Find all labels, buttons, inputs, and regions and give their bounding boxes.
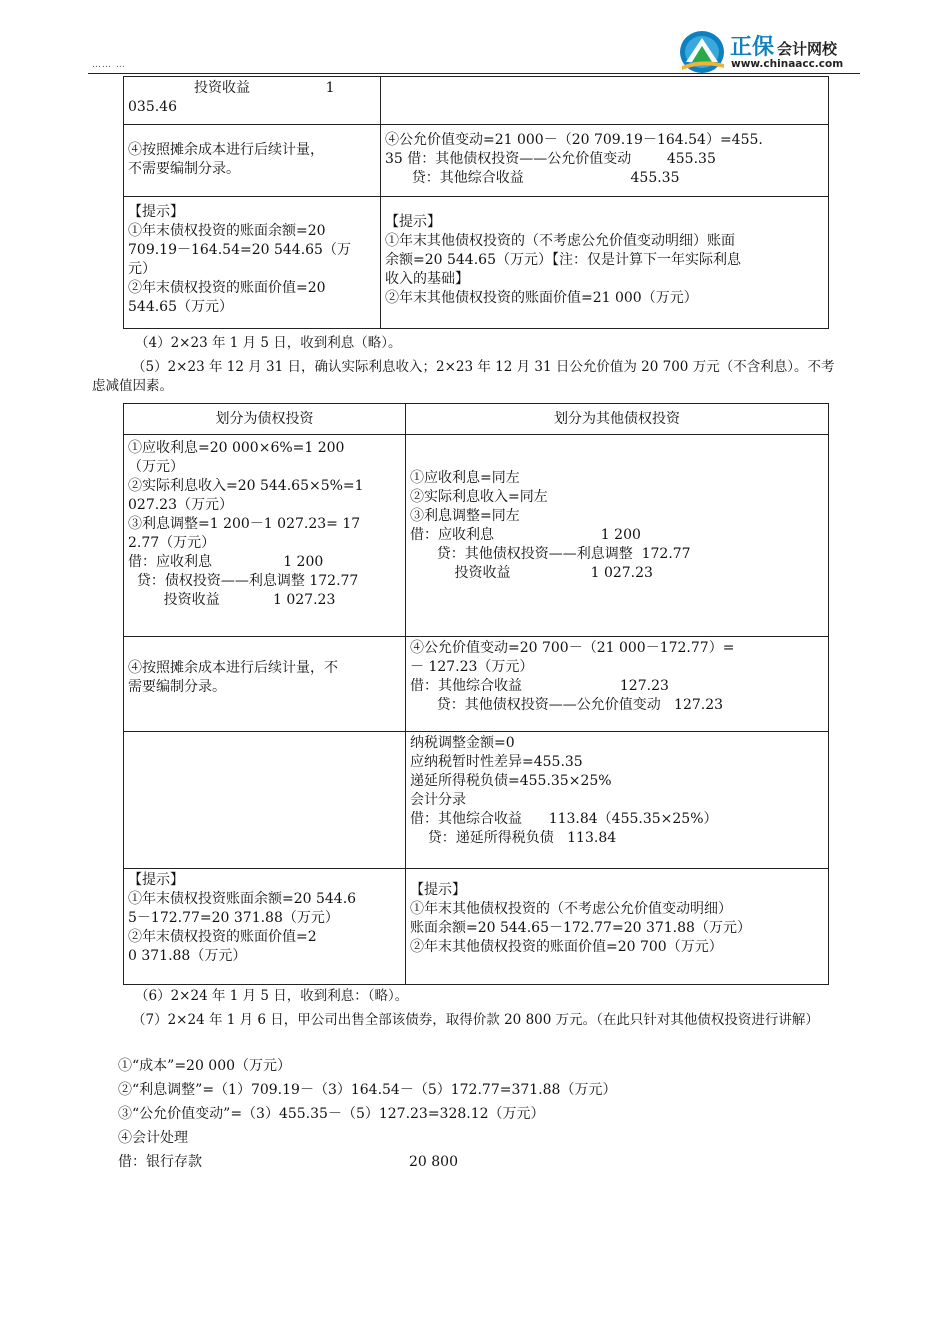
paragraph-4: （4）2×23 年 1 月 5 日，收到利息（略）。 bbox=[135, 335, 402, 351]
text-line: 【提示】 bbox=[385, 214, 441, 230]
table-row bbox=[124, 435, 829, 637]
cell-left bbox=[124, 125, 381, 197]
list-item-accounting-treatment: ④会计处理 bbox=[118, 1130, 188, 1146]
table-continued bbox=[123, 76, 829, 329]
cell-right bbox=[406, 732, 829, 869]
text-line: ①年末债权投资的账面余额=20 bbox=[128, 223, 326, 239]
text-line: 贷：其他综合收益 455.35 bbox=[385, 170, 680, 186]
logo-icon bbox=[678, 28, 726, 74]
text-line: ④按照摊余成本进行后续计量， bbox=[128, 142, 324, 158]
text-line: ②年末债权投资的账面价值=20 bbox=[128, 280, 326, 296]
brand-url: www.chinaacc.com bbox=[731, 58, 844, 70]
text-line: 贷：其他债权投资——公允价值变动 127.23 bbox=[410, 697, 724, 713]
table-row bbox=[124, 869, 829, 985]
text-line: ①年末债权投资账面余额=20 544.6 bbox=[128, 891, 357, 907]
text-line: 不需要编制分录。 bbox=[128, 161, 240, 177]
text-line: 027.23（万元） bbox=[128, 497, 233, 513]
text-line: 035.46 bbox=[128, 99, 177, 115]
text-line: ④公允价值变动=20 700－（21 000－172.77）= bbox=[410, 640, 735, 656]
text-line: ②年末其他债权投资的账面价值=20 700（万元） bbox=[410, 939, 723, 955]
text-line: 借：其他综合收益 127.23 bbox=[410, 678, 669, 694]
text-line: 需要编制分录。 bbox=[128, 679, 226, 695]
header-running-text: …… … bbox=[92, 60, 126, 70]
text-line: 应纳税暂时性差异=455.35 bbox=[410, 754, 583, 770]
text-line: ④按照摊余成本进行后续计量，不 bbox=[128, 660, 338, 676]
text-line: 投资收益 1 027.23 bbox=[128, 592, 336, 608]
table-comparison bbox=[123, 403, 829, 985]
text-line: 贷：其他债权投资——利息调整 172.77 bbox=[410, 546, 691, 562]
text-line: ③利息调整=1 200－1 027.23= 17 bbox=[128, 516, 361, 532]
cell-left bbox=[124, 435, 406, 637]
text-line: 709.19－164.54=20 544.65（万 bbox=[128, 242, 351, 258]
text-line: 【提示】 bbox=[128, 872, 184, 888]
brand-title bbox=[730, 30, 837, 61]
text-line: ①应收利息=20 000×6%=1 200 bbox=[128, 440, 345, 456]
text-line: 收入的基础】 bbox=[385, 271, 469, 287]
cell-right bbox=[381, 197, 829, 329]
journal-entry-debit-label: 借：银行存款 bbox=[118, 1154, 202, 1170]
journal-entry-debit-amount: 20 800 bbox=[409, 1154, 458, 1170]
table-row bbox=[124, 197, 829, 329]
text-line: ④公允价值变动=21 000－（20 709.19－164.54）=455. bbox=[385, 132, 763, 148]
text-line: 元） bbox=[128, 261, 156, 277]
table-row bbox=[124, 125, 829, 197]
text-line: （万元） bbox=[128, 459, 184, 475]
brand-suffix: 会计网校 bbox=[777, 40, 838, 58]
text-line: 35 借：其他债权投资——公允价值变动 455.35 bbox=[385, 151, 716, 167]
cell-right bbox=[381, 77, 829, 125]
table-row bbox=[124, 77, 829, 125]
text-line: － 127.23（万元） bbox=[410, 659, 534, 675]
table-row bbox=[124, 732, 829, 869]
paragraph-6: （6）2×24 年 1 月 5 日，收到利息：（略）。 bbox=[135, 988, 409, 1004]
cell-left bbox=[124, 637, 406, 732]
text-line: 5－172.77=20 371.88（万元） bbox=[128, 910, 339, 926]
text-line: 借：其他综合收益 113.84（455.35×25%） bbox=[410, 811, 718, 827]
text-line: ①应收利息=同左 bbox=[410, 470, 520, 486]
text-line: 贷：债权投资——利息调整 172.77 bbox=[128, 573, 359, 589]
paragraph-7: （7）2×24 年 1 月 6 日，甲公司出售全部该债券，取得价款 20 800 万元。（在此只针对其他债权投资进行讲解） bbox=[132, 1012, 819, 1028]
text-line: ②实际利息收入=20 544.65×5%=1 bbox=[128, 478, 364, 494]
cell-left-empty bbox=[124, 732, 406, 869]
table-row bbox=[124, 637, 829, 732]
text-line: ②年末其他债权投资的账面价值=21 000（万元） bbox=[385, 290, 698, 306]
list-item-interest-adjustment: ②“利息调整”=（1）709.19－（3）164.54－（5）172.77=371.88（万元） bbox=[118, 1082, 617, 1098]
text-line: 账面余额=20 544.65－172.77=20 371.88（万元） bbox=[410, 920, 751, 936]
text-line: 贷：递延所得税负债 113.84 bbox=[410, 830, 617, 846]
text-line: ①年末其他债权投资的（不考虑公允价值变动明细） bbox=[410, 901, 732, 917]
text-line: 会计分录 bbox=[410, 792, 466, 808]
text-line: 【提示】 bbox=[410, 882, 466, 898]
cell-left bbox=[124, 77, 381, 125]
column-header-other-debt-investment: 划分为其他债权投资 bbox=[406, 404, 829, 435]
list-item-fair-value-change: ③“公允价值变动”=（3）455.35－（5）127.23=328.12（万元） bbox=[118, 1106, 545, 1122]
cell-right bbox=[406, 637, 829, 732]
text-line: 借：应收利息 1 200 bbox=[410, 527, 641, 543]
text-line: ②实际利息收入=同左 bbox=[410, 489, 548, 505]
text-line: 投资收益 1 027.23 bbox=[410, 565, 653, 581]
text-line: ②年末债权投资的账面价值=2 bbox=[128, 929, 317, 945]
column-header-debt-investment: 划分为债权投资 bbox=[124, 404, 406, 435]
text-line: 递延所得税负债=455.35×25% bbox=[410, 773, 612, 789]
text-line: 0 371.88（万元） bbox=[128, 948, 247, 964]
cell-right bbox=[406, 869, 829, 985]
cell-left bbox=[124, 197, 381, 329]
brand-logo bbox=[678, 28, 863, 74]
text-line: 借：应收利息 1 200 bbox=[128, 554, 324, 570]
text-line: ③利息调整=同左 bbox=[410, 508, 520, 524]
text-line: 投资收益 1 bbox=[194, 80, 335, 96]
table-header-row bbox=[124, 404, 829, 435]
list-item-cost: ①“成本”=20 000（万元） bbox=[118, 1058, 292, 1074]
text-line: 余额=20 544.65（万元）【注：仅是计算下一年实际利息 bbox=[385, 252, 741, 268]
paragraph-5: （5）2×23 年 12 月 31 日，确认实际利息收入；2×23 年 12 月 31 日公允价值为 20 700 万元（不含利息）。不考虑减值因素。 bbox=[92, 359, 835, 394]
cell-left bbox=[124, 869, 406, 985]
text-line: 544.65（万元） bbox=[128, 299, 233, 315]
text-line: ①年末其他债权投资的（不考虑公允价值变动明细）账面 bbox=[385, 233, 735, 249]
text-line: 纳税调整金额=0 bbox=[410, 735, 515, 751]
text-line: 【提示】 bbox=[128, 204, 184, 220]
cell-right bbox=[406, 435, 829, 637]
text-line: 2.77（万元） bbox=[128, 535, 216, 551]
cell-right bbox=[381, 125, 829, 197]
brand-name: 正保 bbox=[730, 35, 775, 60]
